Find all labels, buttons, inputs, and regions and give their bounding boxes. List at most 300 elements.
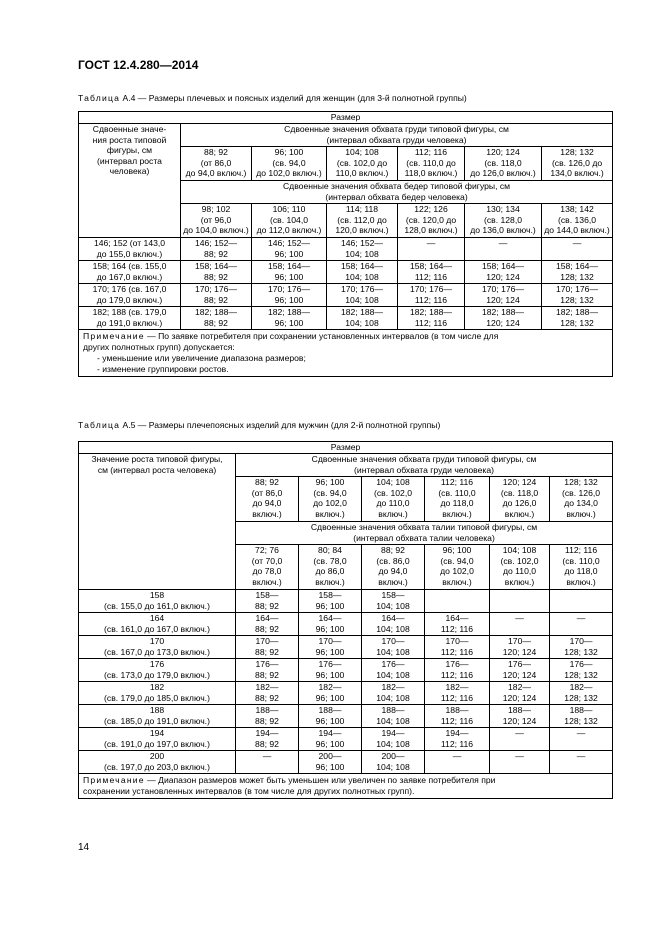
size-cell — [362, 728, 425, 751]
cell-line: 104; 108 — [345, 271, 379, 282]
table-row — [79, 659, 613, 682]
cell-line: (св. 120,0 до — [405, 214, 457, 225]
cell-line: 96; 100 — [315, 738, 345, 749]
cell-line: 120; 124 — [486, 294, 520, 305]
cell-line: (св. 185,0 до 191,0 включ.) — [104, 715, 210, 726]
cell-line: 120; 124 — [502, 669, 537, 680]
cell-line: 104; 108 — [345, 317, 379, 328]
cell-line: 182— — [569, 682, 593, 692]
size-cell — [465, 284, 542, 307]
size-cell — [236, 751, 299, 774]
cell-line: 120,0 включ.) — [335, 225, 389, 235]
cell-line: — — [262, 751, 272, 761]
size-cell — [299, 636, 362, 659]
size-cell — [425, 613, 490, 636]
cell-line: 158; 164— — [556, 261, 599, 271]
cell-line: до 118,0 — [440, 498, 474, 508]
size-cell — [425, 728, 490, 751]
cell-line: 104; 108 — [376, 646, 410, 657]
height-cell — [79, 238, 181, 261]
cell-line: 170; 176— — [194, 284, 238, 294]
cell-line: 158; 164— — [409, 261, 453, 271]
cell-line: 170— — [569, 636, 593, 646]
height-header — [79, 124, 181, 238]
header-row — [79, 454, 613, 477]
cell-line: 88; 92 — [204, 294, 228, 305]
cell-line: включ.) — [378, 508, 408, 519]
cell-line: — — [576, 751, 586, 761]
cell-line: 194 — [149, 728, 165, 738]
cell-line: Сдвоенные значения обхвата талии типовой фигуры, см — [310, 522, 538, 532]
cell-line: до 134,0 — [564, 498, 598, 508]
cell-line: до 110,0 — [502, 566, 537, 576]
cell-line: (св. 86,0 — [376, 555, 410, 566]
cell-line: — — [576, 613, 586, 623]
size-cell — [327, 284, 398, 307]
cell-line: 88; 92 — [381, 545, 405, 555]
note-line: - изменение группировки ростов. — [97, 364, 229, 374]
table-title: А.5 — Размеры плечепоясных изделий для мужчин (для 2-й полнотной группы) — [120, 420, 441, 430]
cell-line: 176— — [381, 659, 405, 669]
cell-line: 112; 116 — [440, 646, 474, 657]
cell-line: 188— — [445, 705, 469, 715]
size-cell — [490, 636, 550, 659]
cell-line: 194— — [318, 728, 342, 738]
cell-line: 118,0 включ.) — [404, 168, 458, 178]
chest-value — [398, 147, 465, 181]
cell-line: 128; 132 — [564, 669, 598, 680]
cell-line: Сдвоенные значения обхвата груди типовой фигуры, см — [284, 124, 509, 134]
cell-line: 122; 126 — [414, 204, 448, 214]
hip-value — [181, 204, 252, 238]
waist-value — [236, 545, 299, 590]
size-cell — [550, 590, 613, 613]
size-cell — [252, 307, 327, 330]
cell-line: 200 — [149, 751, 165, 761]
cell-line: 104; 108 — [376, 715, 410, 726]
cell-line: 120; 124 — [486, 271, 520, 282]
cell-line: 128; 132 — [564, 646, 598, 657]
cell-line: 120; 124 — [486, 317, 520, 328]
size-cell — [362, 613, 425, 636]
cell-line: включ.) — [442, 508, 472, 519]
cell-line: (от 70,0 — [251, 555, 283, 566]
cell-line: 120; 124 — [502, 692, 537, 703]
chest-value — [542, 147, 613, 181]
cell-line: 182— — [318, 682, 342, 692]
cell-line: (св. 118,0 — [484, 157, 522, 168]
header-row — [79, 124, 613, 147]
cell-line: до 104,0 включ.) — [183, 225, 249, 235]
waist-value — [490, 545, 550, 590]
size-cell — [490, 728, 550, 751]
cell-line: 128; 132 — [560, 294, 594, 305]
size-header: Размер — [79, 112, 613, 124]
cell-line: до 102,0 — [313, 498, 347, 508]
chest-header — [236, 454, 613, 477]
cell-line: до 110,0 — [376, 498, 410, 508]
size-cell — [236, 613, 299, 636]
cell-line: 104; 108 — [345, 294, 379, 305]
size-cell — [362, 682, 425, 705]
cell-line: 164— — [381, 613, 405, 623]
cell-line: — — [515, 613, 524, 623]
size-cell — [490, 659, 550, 682]
table-a5 — [78, 441, 613, 799]
size-cell — [550, 751, 613, 774]
cell-line: 104; 108 — [376, 761, 410, 772]
cell-line: до 191,0 включ.) — [96, 317, 163, 328]
cell-line: включ.) — [504, 576, 535, 587]
table-row — [79, 613, 613, 636]
cell-line: 96; 100 — [315, 692, 345, 703]
size-cell — [252, 261, 327, 284]
table-a5-body — [79, 442, 613, 799]
cell-line: 170; 176— — [481, 284, 525, 294]
size-cell — [425, 682, 490, 705]
table-label: Таблица — [78, 420, 121, 430]
cell-line: 188 — [149, 705, 165, 715]
cell-line: 96; 100 — [315, 715, 345, 726]
table-row — [79, 261, 613, 284]
cell-line: 182; 188— — [556, 307, 599, 317]
cell-line: (св. 94,0 — [272, 157, 306, 168]
cell-line: 128,0 включ.) — [404, 225, 458, 235]
size-cell — [362, 636, 425, 659]
cell-line: (от 96,0 — [200, 214, 232, 225]
cell-line: 96; 100 — [274, 147, 304, 157]
cell-line: до 102,0 — [440, 566, 474, 576]
hip-value — [327, 204, 398, 238]
note-label: Примечание — [83, 331, 145, 341]
cell-line: 176— — [445, 659, 469, 669]
cell-line: 188— — [255, 705, 279, 715]
cell-line: 112; 116 — [440, 715, 474, 726]
cell-line: фигуры, см — [106, 145, 153, 155]
cell-line: 96; 100 — [274, 317, 304, 328]
cell-line: 112; 116 — [414, 317, 448, 328]
cell-line: 104; 108 — [376, 600, 410, 611]
table-a4-caption — [78, 93, 467, 103]
table-row — [79, 705, 613, 728]
cell-line: 182— — [445, 682, 469, 692]
cell-line: 120; 124 — [486, 147, 520, 157]
cell-line: 182; 188— — [409, 307, 453, 317]
size-cell — [181, 261, 252, 284]
cell-line: 146; 152 (от 143,0 — [93, 238, 166, 248]
size-cell — [550, 613, 613, 636]
cell-line: 158— — [255, 590, 279, 600]
table-row — [79, 636, 613, 659]
table-label: Таблица — [78, 93, 121, 103]
cell-line: до 136,0 включ.) — [470, 225, 536, 235]
chest-value — [465, 147, 542, 181]
size-cell — [252, 238, 327, 261]
table-row — [79, 751, 613, 774]
cell-line: 88; 92 — [255, 646, 279, 657]
cell-line: 110,0 включ.) — [335, 168, 389, 178]
cell-line: 200— — [381, 751, 405, 761]
cell-line: 96; 100 — [315, 761, 345, 772]
cell-line: до 94,0 — [252, 498, 282, 508]
cell-line: 170 — [149, 636, 165, 646]
cell-line: 128; 132 — [560, 271, 594, 282]
cell-line: (св. 78,0 — [313, 555, 347, 566]
cell-line: Сдвоенные значения обхвата бедер типовой фигуры, см — [282, 181, 511, 191]
waist-header — [236, 522, 613, 545]
size-cell — [425, 705, 490, 728]
cell-line: 96; 100 — [315, 669, 345, 680]
cell-line: 128; 132 — [560, 317, 594, 328]
size-cell — [236, 659, 299, 682]
size-cell — [490, 613, 550, 636]
cell-line: (св. 94,0 — [313, 487, 347, 498]
cell-line: до 94,0 включ.) — [185, 168, 247, 178]
cell-line: 158; 164— — [194, 261, 238, 271]
cell-line: 112; 116 — [440, 738, 474, 749]
cell-line: 72; 76 — [255, 545, 279, 555]
cell-line: 182; 188— — [194, 307, 238, 317]
cell-line: 96; 100 — [315, 623, 345, 634]
cell-line: 88; 92 — [255, 692, 279, 703]
cell-line: включ.) — [566, 508, 596, 519]
size-cell — [362, 705, 425, 728]
cell-line: включ.) — [566, 576, 596, 587]
height-cell — [79, 284, 181, 307]
size-cell — [398, 238, 465, 261]
cell-line: (св. 94,0 — [440, 555, 474, 566]
cell-line: 106; 110 — [272, 204, 306, 214]
table-a5-caption — [78, 420, 440, 430]
size-cell — [398, 261, 465, 284]
cell-line: человека) — [109, 166, 150, 176]
cell-line: 120; 124 — [502, 477, 537, 487]
cell-line: до 86,0 — [315, 566, 345, 576]
cell-line: 120; 124 — [502, 715, 537, 726]
cell-line: 158— — [381, 590, 405, 600]
hip-value — [252, 204, 327, 238]
size-cell — [550, 636, 613, 659]
cell-line: 170; 176— — [409, 284, 453, 294]
cell-line: — — [572, 238, 582, 248]
cell-line: 176— — [318, 659, 342, 669]
chest-value — [425, 477, 490, 522]
cell-line: до 144,0 включ.) — [544, 225, 610, 235]
size-cell — [299, 751, 362, 774]
cell-line: (св. 167,0 до 173,0 включ.) — [104, 646, 210, 657]
cell-line: 158; 164— — [481, 261, 525, 271]
size-header-row — [79, 442, 613, 454]
size-cell — [550, 728, 613, 751]
cell-line: 182— — [381, 682, 405, 692]
cell-line: 88; 92 — [255, 623, 279, 634]
cell-line: 182; 188— — [340, 307, 384, 317]
cell-line: включ.) — [442, 576, 472, 587]
cell-line: 104; 108 — [376, 692, 410, 703]
cell-line: 104; 108 — [376, 623, 410, 634]
height-cell — [79, 682, 236, 705]
size-header-row — [79, 112, 613, 124]
document-header: ГОСТ 12.4.280—2014 — [78, 58, 199, 72]
cell-line: 188— — [569, 705, 593, 715]
cell-line: 128; 132 — [564, 477, 598, 487]
size-cell — [299, 728, 362, 751]
hip-value — [465, 204, 542, 238]
cell-line: (св. 173,0 до 179,0 включ.) — [104, 669, 210, 680]
cell-line: до 179,0 включ.) — [96, 294, 163, 305]
cell-line: (св. 104,0 — [269, 214, 308, 225]
cell-line: до 78,0 — [252, 566, 282, 576]
size-cell — [181, 238, 252, 261]
size-cell — [425, 751, 490, 774]
page-number: 14 — [78, 842, 90, 853]
cell-line: до 118,0 — [564, 566, 598, 576]
cell-line: 182; 188— — [267, 307, 311, 317]
cell-line: 88; 92 — [255, 477, 279, 487]
cell-line: (св. 191,0 до 197,0 включ.) — [104, 738, 210, 749]
note-row — [79, 330, 613, 377]
size-cell — [490, 751, 550, 774]
cell-line: 170; 176 (св. 167,0 — [92, 284, 167, 294]
cell-line: 112; 116 — [440, 692, 474, 703]
cell-line: 176— — [508, 659, 531, 669]
size-cell — [550, 705, 613, 728]
size-cell — [362, 659, 425, 682]
cell-line: до 102,0 включ.) — [256, 168, 322, 178]
cell-line: до 126,0 — [502, 498, 537, 508]
cell-line: (св. 179,0 до 185,0 включ.) — [104, 692, 210, 703]
size-cell — [425, 659, 490, 682]
height-cell — [79, 728, 236, 751]
cell-line: (интервал роста — [97, 155, 162, 166]
size-cell — [299, 705, 362, 728]
cell-line: — — [515, 751, 524, 761]
cell-line: (интервал обхвата груди человека) — [354, 464, 495, 475]
cell-line: 194— — [255, 728, 279, 738]
cell-line: 194— — [381, 728, 405, 738]
cell-line: 88; 92 — [255, 715, 279, 726]
cell-line: 188— — [508, 705, 531, 715]
cell-line: — — [498, 238, 508, 248]
cell-line: 104; 108 — [376, 477, 410, 487]
cell-line: 88; 92 — [204, 271, 228, 282]
cell-line: 96; 100 — [274, 294, 304, 305]
chest-value — [327, 147, 398, 181]
chest-value — [362, 477, 425, 522]
height-cell — [79, 261, 181, 284]
cell-line: 128; 132 — [564, 692, 598, 703]
size-cell — [550, 682, 613, 705]
cell-line: Сдвоенные значения обхвата груди типовой фигуры, см — [311, 454, 537, 464]
cell-line: 96; 100 — [274, 271, 304, 282]
cell-line: 130; 134 — [486, 204, 520, 214]
cell-line: ния роста типовой — [92, 134, 167, 145]
waist-value — [550, 545, 613, 590]
cell-line: 104; 108 — [376, 669, 410, 680]
table-title: А.4 — Размеры плечевых и поясных изделий для женщин (для 3-й полнотной группы) — [120, 93, 467, 103]
table-row — [79, 307, 613, 330]
chest-value — [181, 147, 252, 181]
cell-line: 158; 164— — [340, 261, 384, 271]
chest-value — [236, 477, 299, 522]
cell-line: до 155,0 включ.) — [96, 248, 163, 259]
cell-line: — — [515, 728, 524, 738]
cell-line: 146; 152— — [194, 238, 238, 248]
cell-line: 88; 92 — [255, 669, 279, 680]
cell-line: 176— — [569, 659, 593, 669]
cell-line: 112; 116 — [414, 294, 448, 305]
size-cell — [362, 590, 425, 613]
hip-value — [398, 204, 465, 238]
cell-line: (св. 136,0 — [558, 214, 597, 225]
cell-line: 88; 92 — [204, 147, 228, 157]
note — [79, 330, 613, 377]
cell-line: до 126,0 включ.) — [470, 168, 536, 178]
cell-line: (св. 110,0 до — [406, 157, 456, 168]
note-text: — По заявке потребителя при сохранении установленных интервалов (в том числе для — [144, 331, 499, 341]
cell-line: 104; 108 — [345, 147, 379, 157]
size-cell — [490, 682, 550, 705]
cell-line: 182; 188— — [481, 307, 525, 317]
size-cell — [327, 238, 398, 261]
cell-line: 114; 118 — [345, 204, 379, 214]
note-text: — Диапазон размеров может быть уменьшен или увеличен по заявке потребителя при — [144, 775, 496, 785]
cell-line: 104; 108 — [345, 248, 379, 259]
height-cell — [79, 636, 236, 659]
height-cell — [79, 613, 236, 636]
table-row — [79, 238, 613, 261]
size-cell — [465, 307, 542, 330]
cell-line: 80; 84 — [318, 545, 342, 555]
cell-line: 170— — [445, 636, 469, 646]
size-cell — [465, 238, 542, 261]
cell-line: — — [576, 728, 586, 738]
chest-value — [550, 477, 613, 522]
cell-line: включ.) — [378, 576, 408, 587]
hip-header — [181, 181, 613, 204]
cell-line: 158— — [318, 590, 342, 600]
cell-line: 112; 116 — [414, 271, 448, 282]
size-cell — [252, 284, 327, 307]
cell-line: Сдвоенные значе- — [92, 124, 167, 134]
cell-line: 134,0 включ.) — [550, 168, 604, 178]
size-cell — [550, 659, 613, 682]
note-line — [83, 775, 608, 786]
cell-line: 88; 92 — [204, 248, 228, 259]
cell-line: см (интервал роста человека) — [97, 464, 217, 475]
size-cell — [490, 590, 550, 613]
cell-line: 96; 100 — [274, 248, 304, 259]
size-cell — [398, 307, 465, 330]
note-line: других полнотных групп) допускается: — [83, 342, 235, 352]
cell-line: (св. 155,0 до 161,0 включ.) — [104, 600, 210, 611]
cell-line: до 94,0 — [378, 566, 408, 576]
size-cell — [362, 751, 425, 774]
cell-line: 120; 124 — [502, 646, 537, 657]
cell-line: 164— — [255, 613, 279, 623]
size-cell — [542, 284, 613, 307]
chest-value — [252, 147, 327, 181]
cell-line: (св. 128,0 — [483, 214, 522, 225]
size-cell — [490, 705, 550, 728]
note-label: Примечание — [83, 775, 145, 785]
height-cell — [79, 751, 236, 774]
table-row — [79, 284, 613, 307]
size-cell — [236, 705, 299, 728]
cell-line: — — [426, 238, 436, 248]
cell-line: 98; 102 — [201, 204, 231, 214]
height-cell — [79, 659, 236, 682]
